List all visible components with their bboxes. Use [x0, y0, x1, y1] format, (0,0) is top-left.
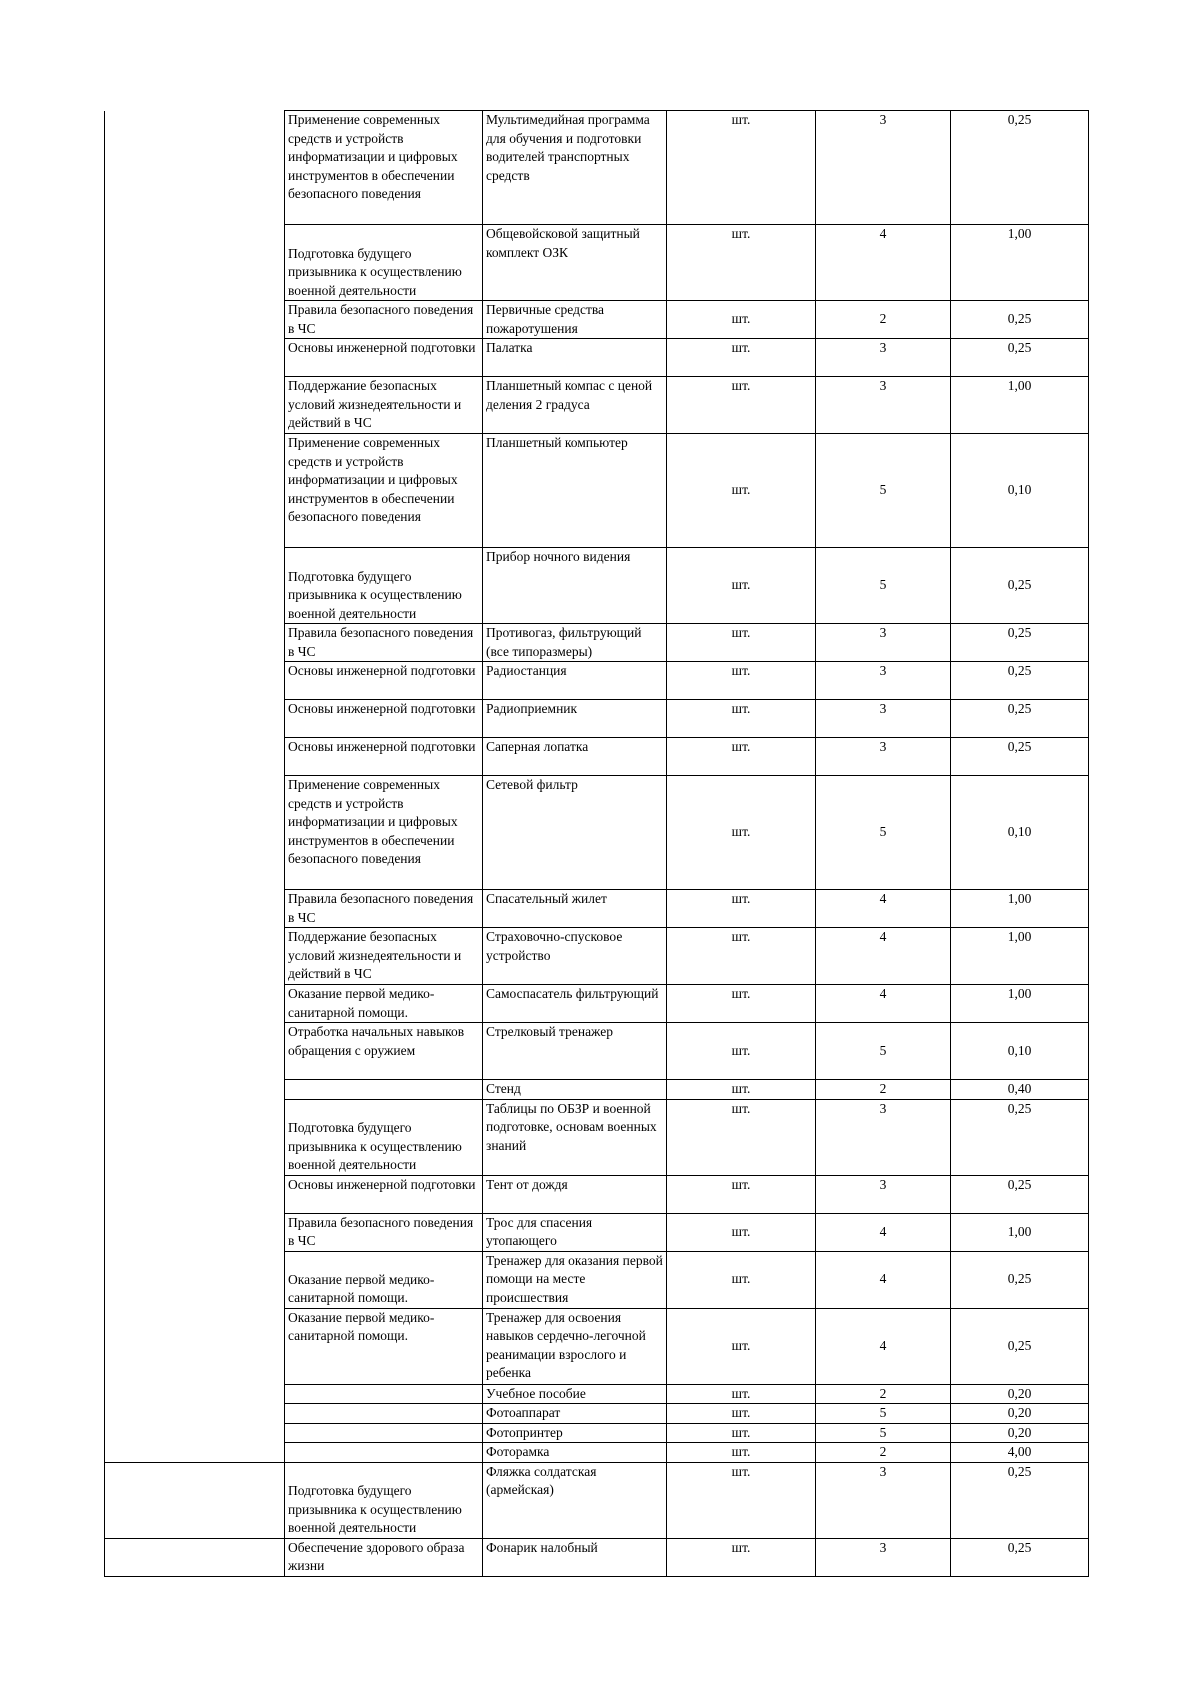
unit-cell: шт.	[667, 890, 816, 928]
coef-cell: 0,25	[951, 1175, 1089, 1213]
coef-cell: 0,10	[951, 776, 1089, 890]
qty-cell: 3	[816, 339, 951, 377]
coef-cell: 1,00	[951, 377, 1089, 434]
table-row	[105, 776, 1089, 890]
unit-cell: шт.	[667, 548, 816, 624]
table-row	[105, 1213, 1089, 1251]
coef-cell: 0,25	[951, 1462, 1089, 1538]
topic-cell: Основы инженерной подготовки	[285, 339, 483, 377]
blank-cell	[105, 1175, 285, 1213]
topic-cell: Основы инженерной подготовки	[285, 662, 483, 700]
unit-cell: шт.	[667, 1538, 816, 1576]
coef-cell: 0,20	[951, 1404, 1089, 1424]
topic-cell: Поддержание безопасных условий жизнедеятельности и действий в ЧС	[285, 377, 483, 434]
topic-cell: Правила безопасного поведения в ЧС	[285, 1213, 483, 1251]
item-cell: Учебное пособие	[483, 1384, 667, 1404]
item-cell: Палатка	[483, 339, 667, 377]
unit-cell: шт.	[667, 434, 816, 548]
qty-cell: 4	[816, 928, 951, 985]
topic-cell	[285, 1423, 483, 1443]
coef-cell: 1,00	[951, 890, 1089, 928]
item-cell: Тренажер для оказания первой помощи на месте происшествия	[483, 1251, 667, 1308]
qty-cell: 3	[816, 1175, 951, 1213]
table-row	[105, 1308, 1089, 1384]
item-cell: Радиостанция	[483, 662, 667, 700]
unit-cell: шт.	[667, 1251, 816, 1308]
table-row	[105, 1251, 1089, 1308]
table-row	[105, 662, 1089, 700]
topic-cell: Основы инженерной подготовки	[285, 700, 483, 738]
topic-cell: Применение современных средств и устройств информатизации и цифровых инструментов в обеспечении безопасного поведения	[285, 776, 483, 890]
unit-cell: шт.	[667, 1213, 816, 1251]
table-row	[105, 1443, 1089, 1463]
coef-cell: 0,25	[951, 1308, 1089, 1384]
qty-cell: 2	[816, 1384, 951, 1404]
qty-cell: 3	[816, 700, 951, 738]
qty-cell: 5	[816, 776, 951, 890]
blank-cell	[105, 700, 285, 738]
unit-cell: шт.	[667, 624, 816, 662]
unit-cell: шт.	[667, 738, 816, 776]
unit-cell: шт.	[667, 339, 816, 377]
qty-cell: 5	[816, 1423, 951, 1443]
item-cell: Самоспасатель фильтрующий	[483, 985, 667, 1023]
blank-cell	[105, 985, 285, 1023]
topic-cell: Отработка начальных навыков обращения с оружием	[285, 1023, 483, 1080]
topic-cell: Оказание первой медико-санитарной помощи.	[285, 1251, 483, 1308]
item-cell: Сетевой фильтр	[483, 776, 667, 890]
blank-cell	[105, 548, 285, 624]
blank-cell	[105, 1404, 285, 1424]
item-cell: Планшетный компас с ценой деления 2 градуса	[483, 377, 667, 434]
table-row	[105, 928, 1089, 985]
unit-cell: шт.	[667, 225, 816, 301]
blank-cell	[105, 776, 285, 890]
qty-cell: 3	[816, 738, 951, 776]
coef-cell: 4,00	[951, 1443, 1089, 1463]
topic-cell: Основы инженерной подготовки	[285, 738, 483, 776]
coef-cell: 0,40	[951, 1080, 1089, 1100]
topic-cell: Применение современных средств и устройств информатизации и цифровых инструментов в обеспечении безопасного поведения	[285, 111, 483, 225]
item-cell: Противогаз, фильтрующий (все типоразмеры)	[483, 624, 667, 662]
qty-cell: 5	[816, 1023, 951, 1080]
coef-cell: 0,25	[951, 624, 1089, 662]
qty-cell: 3	[816, 1538, 951, 1576]
unit-cell: шт.	[667, 928, 816, 985]
topic-cell: Правила безопасного поведения в ЧС	[285, 890, 483, 928]
unit-cell: шт.	[667, 1080, 816, 1100]
item-cell: Страховочно-спусковое устройство	[483, 928, 667, 985]
coef-cell: 0,25	[951, 738, 1089, 776]
item-cell: Первичные средства пожаротушения	[483, 301, 667, 339]
table-row	[105, 700, 1089, 738]
topic-cell: Обеспечение здорового образа жизни	[285, 1538, 483, 1576]
coef-cell: 0,25	[951, 301, 1089, 339]
unit-cell: шт.	[667, 1443, 816, 1463]
qty-cell: 2	[816, 301, 951, 339]
blank-cell	[105, 1462, 285, 1538]
topic-cell: Подготовка будущего призывника к осуществлению военной деятельности	[285, 1099, 483, 1175]
table-row	[105, 1462, 1089, 1538]
unit-cell: шт.	[667, 1404, 816, 1424]
item-cell: Спасательный жилет	[483, 890, 667, 928]
topic-cell: Подготовка будущего призывника к осуществлению военной деятельности	[285, 1462, 483, 1538]
item-cell: Фоторамка	[483, 1443, 667, 1463]
topic-cell	[285, 1443, 483, 1463]
qty-cell: 3	[816, 111, 951, 225]
blank-cell	[105, 1423, 285, 1443]
item-cell: Фотопринтер	[483, 1423, 667, 1443]
coef-cell: 0,25	[951, 1251, 1089, 1308]
table-row	[105, 434, 1089, 548]
blank-cell	[105, 1251, 285, 1308]
coef-cell: 1,00	[951, 985, 1089, 1023]
topic-cell: Основы инженерной подготовки	[285, 1175, 483, 1213]
unit-cell: шт.	[667, 377, 816, 434]
item-cell: Трос для спасения утопающего	[483, 1213, 667, 1251]
item-cell: Радиоприемник	[483, 700, 667, 738]
blank-cell	[105, 377, 285, 434]
coef-cell: 0,25	[951, 548, 1089, 624]
item-cell: Фотоаппарат	[483, 1404, 667, 1424]
unit-cell: шт.	[667, 662, 816, 700]
table-row	[105, 890, 1089, 928]
blank-cell	[105, 111, 285, 225]
coef-cell: 0,25	[951, 700, 1089, 738]
table-row	[105, 624, 1089, 662]
table-row	[105, 1099, 1089, 1175]
blank-cell	[105, 1384, 285, 1404]
table-row	[105, 1080, 1089, 1100]
qty-cell: 3	[816, 377, 951, 434]
item-cell: Стенд	[483, 1080, 667, 1100]
item-cell: Стрелковый тренажер	[483, 1023, 667, 1080]
table-row	[105, 738, 1089, 776]
topic-cell	[285, 1404, 483, 1424]
table-row	[105, 1384, 1089, 1404]
table-row	[105, 1023, 1089, 1080]
topic-cell: Оказание первой медико-санитарной помощи.	[285, 1308, 483, 1384]
item-cell: Фонарик налобный	[483, 1538, 667, 1576]
table-row	[105, 985, 1089, 1023]
unit-cell: шт.	[667, 1099, 816, 1175]
blank-cell	[105, 225, 285, 301]
unit-cell: шт.	[667, 700, 816, 738]
blank-cell	[105, 624, 285, 662]
unit-cell: шт.	[667, 776, 816, 890]
blank-cell	[105, 1023, 285, 1080]
topic-cell: Подготовка будущего призывника к осуществлению военной деятельности	[285, 548, 483, 624]
blank-cell	[105, 339, 285, 377]
blank-cell	[105, 1099, 285, 1175]
topic-cell: Поддержание безопасных условий жизнедеятельности и действий в ЧС	[285, 928, 483, 985]
blank-cell	[105, 1080, 285, 1100]
table-row	[105, 1423, 1089, 1443]
unit-cell: шт.	[667, 985, 816, 1023]
blank-cell	[105, 1538, 285, 1576]
qty-cell: 2	[816, 1080, 951, 1100]
table-row	[105, 301, 1089, 339]
qty-cell: 3	[816, 1462, 951, 1538]
unit-cell: шт.	[667, 111, 816, 225]
unit-cell: шт.	[667, 1384, 816, 1404]
table-row	[105, 377, 1089, 434]
coef-cell: 0,10	[951, 1023, 1089, 1080]
coef-cell: 0,20	[951, 1423, 1089, 1443]
table-row	[105, 339, 1089, 377]
blank-cell	[105, 434, 285, 548]
qty-cell: 2	[816, 1443, 951, 1463]
coef-cell: 0,25	[951, 1099, 1089, 1175]
item-cell: Фляжка солдатская (армейская)	[483, 1462, 667, 1538]
unit-cell: шт.	[667, 1308, 816, 1384]
table-row	[105, 111, 1089, 225]
coef-cell: 0,10	[951, 434, 1089, 548]
table-row	[105, 548, 1089, 624]
qty-cell: 3	[816, 662, 951, 700]
blank-cell	[105, 1443, 285, 1463]
table-row	[105, 1175, 1089, 1213]
unit-cell: шт.	[667, 1175, 816, 1213]
equipment-table	[104, 110, 1089, 1577]
unit-cell: шт.	[667, 1023, 816, 1080]
topic-cell	[285, 1080, 483, 1100]
item-cell: Тренажер для освоения навыков сердечно-легочной реанимации взрослого и ребенка	[483, 1308, 667, 1384]
coef-cell: 0,25	[951, 339, 1089, 377]
topic-cell: Правила безопасного поведения в ЧС	[285, 301, 483, 339]
unit-cell: шт.	[667, 1462, 816, 1538]
qty-cell: 4	[816, 1308, 951, 1384]
item-cell: Прибор ночного видения	[483, 548, 667, 624]
qty-cell: 4	[816, 985, 951, 1023]
item-cell: Общевойсковой защитный комплект ОЗК	[483, 225, 667, 301]
blank-cell	[105, 662, 285, 700]
topic-cell: Правила безопасного поведения в ЧС	[285, 624, 483, 662]
coef-cell: 0,20	[951, 1384, 1089, 1404]
coef-cell: 1,00	[951, 928, 1089, 985]
topic-cell: Оказание первой медико-санитарной помощи.	[285, 985, 483, 1023]
qty-cell: 5	[816, 434, 951, 548]
topic-cell: Подготовка будущего призывника к осуществлению военной деятельности	[285, 225, 483, 301]
qty-cell: 5	[816, 1404, 951, 1424]
item-cell: Планшетный компьютер	[483, 434, 667, 548]
unit-cell: шт.	[667, 1423, 816, 1443]
qty-cell: 5	[816, 548, 951, 624]
qty-cell: 3	[816, 1099, 951, 1175]
item-cell: Саперная лопатка	[483, 738, 667, 776]
coef-cell: 0,25	[951, 1538, 1089, 1576]
blank-cell	[105, 928, 285, 985]
coef-cell: 1,00	[951, 1213, 1089, 1251]
qty-cell: 4	[816, 1213, 951, 1251]
table-row	[105, 1404, 1089, 1424]
unit-cell: шт.	[667, 301, 816, 339]
qty-cell: 3	[816, 624, 951, 662]
item-cell: Таблицы по ОБЗР и военной подготовке, основам военных знаний	[483, 1099, 667, 1175]
qty-cell: 4	[816, 890, 951, 928]
table-row	[105, 1538, 1089, 1576]
blank-cell	[105, 890, 285, 928]
qty-cell: 4	[816, 225, 951, 301]
topic-cell	[285, 1384, 483, 1404]
blank-cell	[105, 1308, 285, 1384]
coef-cell: 1,00	[951, 225, 1089, 301]
item-cell: Тент от дождя	[483, 1175, 667, 1213]
qty-cell: 4	[816, 1251, 951, 1308]
item-cell: Мультимедийная программа для обучения и подготовки водителей транспортных средств	[483, 111, 667, 225]
coef-cell: 0,25	[951, 111, 1089, 225]
table-row	[105, 225, 1089, 301]
topic-cell: Применение современных средств и устройств информатизации и цифровых инструментов в обеспечении безопасного поведения	[285, 434, 483, 548]
blank-cell	[105, 301, 285, 339]
blank-cell	[105, 1213, 285, 1251]
blank-cell	[105, 738, 285, 776]
coef-cell: 0,25	[951, 662, 1089, 700]
